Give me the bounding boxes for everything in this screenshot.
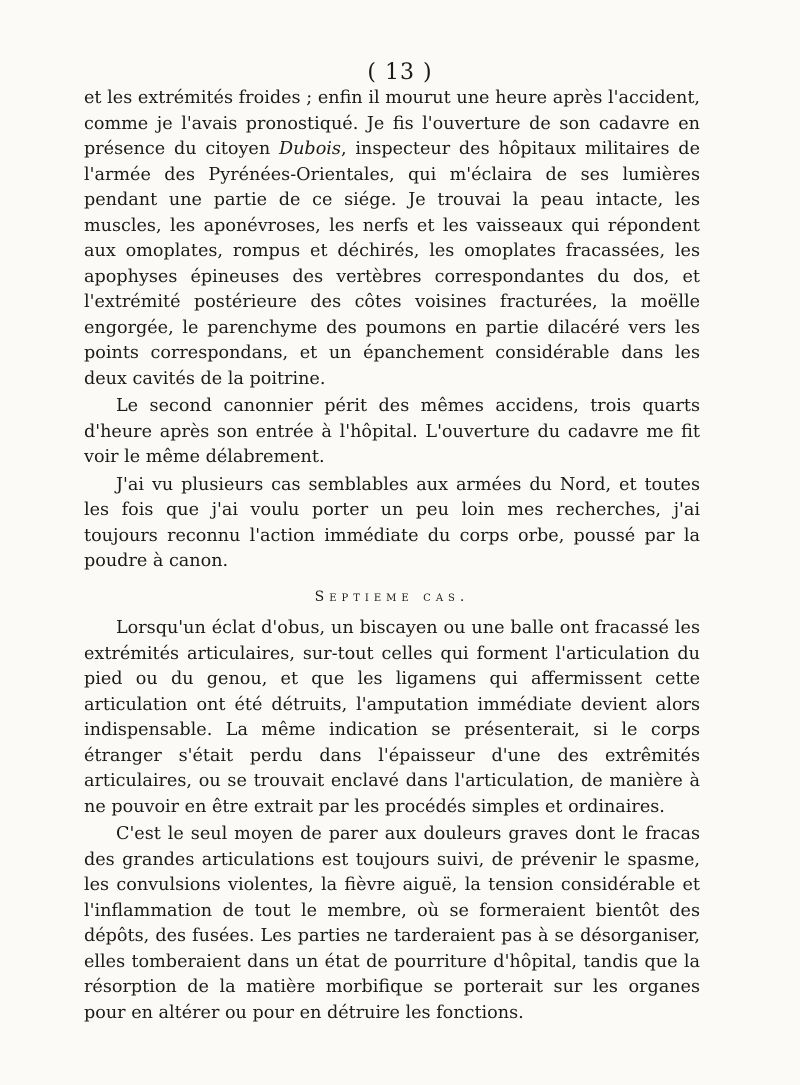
paragraph-2: Le second canonnier périt des mêmes accidens, trois quarts d'heure après son entrée à l'hôpital. L'ouverture du cadavre me fit voir le même délabrement. <box>84 396 700 467</box>
paragraph-1 <box>84 86 700 392</box>
paragraph-5: C'est le seul moyen de parer aux douleurs graves dont le fracas des grandes articulations est toujours suivi, de prévenir le spasme, les convulsions violentes, la fièvre aiguë, la tension considérable et l'inflammation de tout le membre, où se formeraient bientôt des dépôts, des fusées. Les parties ne tarderaient pas à se désorganiser, elles tomberaient dans un état de pourriture d'hôpital, tandis que la résorption de la matière morbifique se porterait sur les organes pour en altérer ou pour en détruire les fonctions. <box>84 824 700 1023</box>
paragraph-4: Lorsqu'un éclat d'obus, un biscayen ou une balle ont fracassé les extrémités articulaires, sur-tout celles qui forment l'articulation du pied ou du genou, et que les ligamens qui affermissent cette articulation ont été détruits, l'amputation immédiate devient alors indispensable. La même indication se présenterait, si le corps étranger s'était perdu dans l'épaisseur d'une des extrêmités articulaires, ou se trouvait enclavé dans l'articulation, de manière à ne pouvoir en être extrait par les procédés simples et ordinaires. <box>84 618 700 817</box>
paragraph-1-text-b: , inspecteur des hôpitaux militaires de l'armée des Pyrénées-Orientales, qui m'éclaira de ses lumières pendant une partie de ce siége. Je trouvai la peau intacte, les muscles, les aponévroses, les nerfs et les vaisseaux qui répondent aux omoplates, rompus et déchirés, les omoplates fracassées, les apophyses épineuses des vertèbres correspondantes du dos, et l'extrémité postérieure des côtes voisines fracturées, la moëlle engorgée, le parenchyme des poumons en partie dilacéré vers les points correspondans, et un épanchement considérable dans les deux cavités de la poitrine. <box>84 139 700 389</box>
page-number: ( 13 ) <box>367 60 433 85</box>
section-heading: Septieme cas. <box>314 588 470 605</box>
person-name: Dubois <box>279 139 341 159</box>
paragraph-1-text-a: et les extrémités froides ; enfin il mourut une heure après l'accident, comme je l'avais pronostiqué. Je fis l'ouverture de son cadavre en présence du citoyen <box>84 88 700 159</box>
text-body <box>84 86 700 1026</box>
paragraph-3: J'ai vu plusieurs cas semblables aux armées du Nord, et toutes les fois que j'ai voulu porter un peu loin mes recherches, j'ai toujours reconnu l'action immédiate du corps orbe, poussé par la poudre à canon. <box>84 474 700 571</box>
